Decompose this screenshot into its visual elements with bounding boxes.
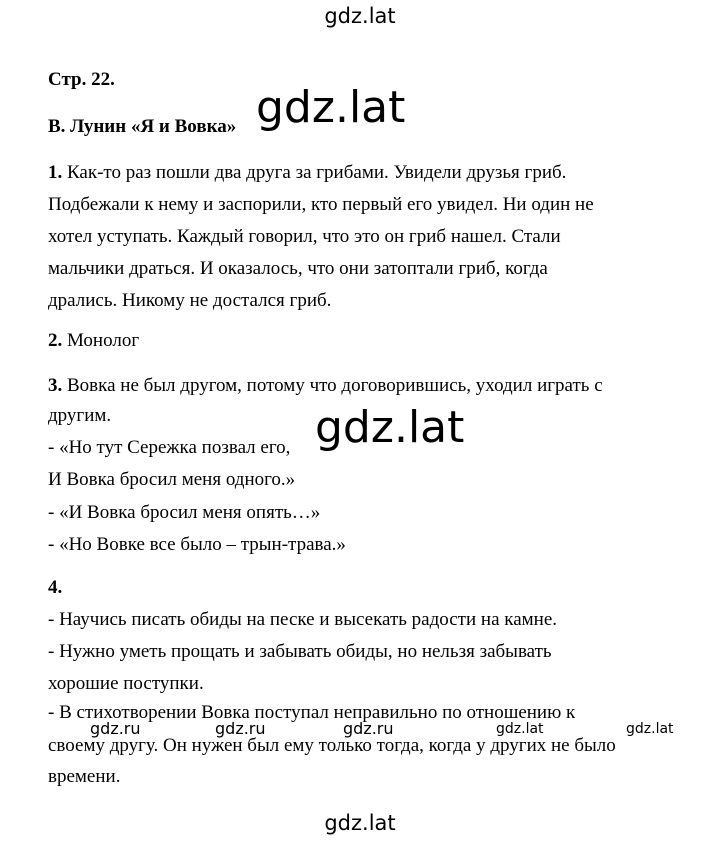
answer-2 [48,331,139,350]
answer-4-line-6: времени. [48,766,121,787]
watermark-small-5: gdz.lat [626,721,674,737]
answer-1-line-3: хотел уступать. Каждый говорил, что это он гриб нашел. Стали [48,226,561,247]
answer-3-quote-2: - «И Вовка бросил меня опять…» [48,502,321,523]
watermark-bottom: gdz.lat [324,811,396,835]
answer-4-number: 4. [48,577,63,598]
answer-1-line-1 [48,163,566,182]
answer-1-line-5: дрались. Никому не достался гриб. [48,290,332,311]
watermark-large-2: gdz.lat [315,402,465,453]
answer-3-line-2: другим. [48,405,112,426]
watermark-large-1: gdz.lat [256,82,406,133]
answer-1-text: Как-то раз пошли два друга за грибами. Увидели друзья гриб. [67,162,567,183]
answer-3-number: 3. [48,375,63,396]
answer-3-line-1 [48,376,603,395]
answer-1-line-2: Подбежали к нему и заспорили, кто первый его увидел. Ни один не [48,194,594,215]
answer-2-text: Монолог [67,330,140,351]
watermark-small-3: gdz.ru [343,719,394,738]
answer-4-line-4: - В стихотворении Вовка поступал неправильно по отношению к [48,702,576,723]
answer-1-line-4: мальчики драться. И оказалось, что они затоптали гриб, когда [48,258,548,279]
answer-3-quote-3: - «Но Вовке все было – трын-трава.» [48,534,346,555]
answer-4-line-2: - Нужно уметь прощать и забывать обиды, но нельзя забывать [48,641,552,662]
watermark-small-4: gdz.lat [496,721,544,737]
answer-3-quote-1a: - «Но тут Сережка позвал его, [48,437,291,458]
watermark-small-2: gdz.ru [215,719,266,738]
answer-4-line-1: - Научись писать обиды на песке и высекать радости на камне. [48,609,558,630]
watermark-small-1: gdz.ru [90,719,141,738]
answer-2-number: 2. [48,330,63,351]
answer-3-text: Вовка не был другом, потому что договорившись, уходил играть с [67,375,603,396]
answer-4-line-5: своему другу. Он нужен был ему только тогда, когда у других не было [48,735,616,756]
answer-3-quote-1b: И Вовка бросил меня одного.» [48,469,296,490]
answer-1-number: 1. [48,162,63,183]
page-number: Стр. 22. [48,69,115,90]
watermark-top: gdz.lat [324,4,396,28]
answer-4-line-3: хорошие поступки. [48,673,204,694]
page-title: В. Лунин «Я и Вовка» [48,116,237,137]
